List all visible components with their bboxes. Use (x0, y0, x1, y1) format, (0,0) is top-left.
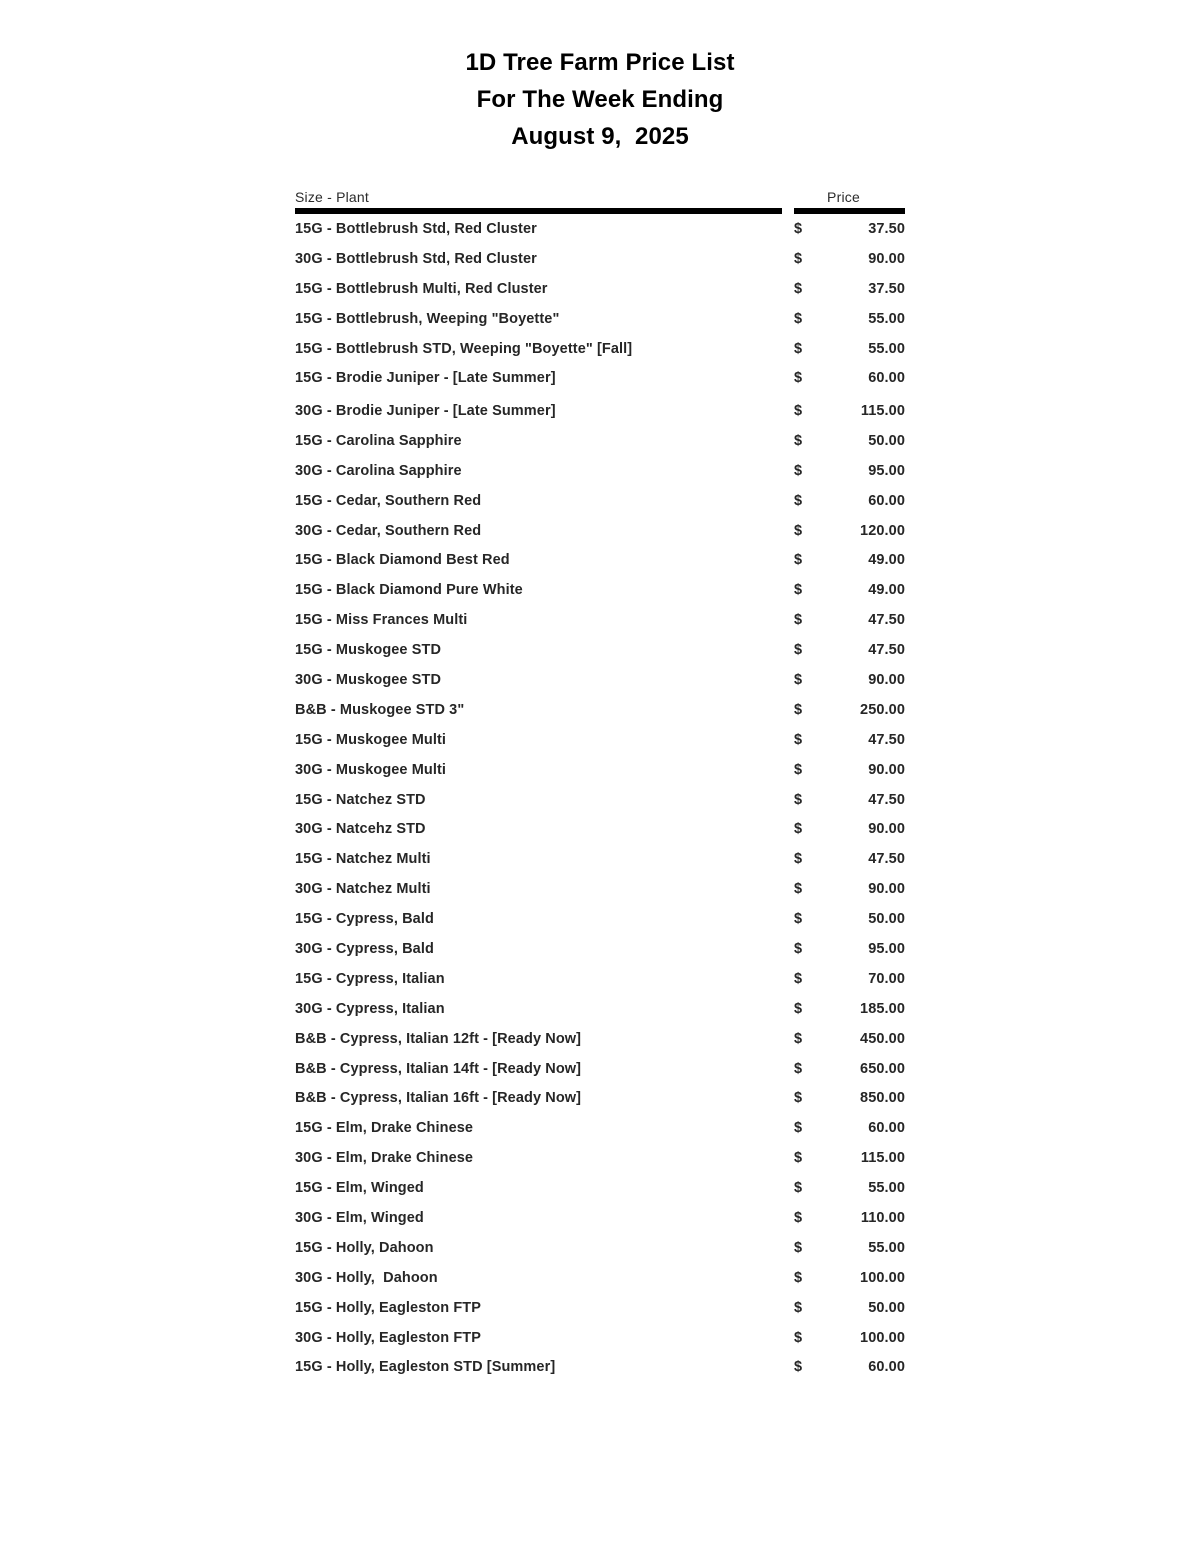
table-row (295, 493, 905, 523)
cell-plant: 30G - Cedar, Southern Red (295, 522, 482, 539)
table-row (295, 732, 905, 762)
table-row (295, 1300, 905, 1330)
table-row (295, 523, 905, 553)
table-row (295, 821, 905, 851)
cell-plant: 30G - Muskogee STD (295, 671, 442, 688)
cell-currency-symbol: $ (794, 1210, 803, 1226)
title-line-3: August 9, 2025 (511, 123, 689, 150)
cell-price: 90.00 (868, 671, 905, 688)
cell-plant: 30G - Cypress, Bald (295, 940, 434, 957)
cell-price: 850.00 (860, 1090, 905, 1107)
cell-price: 55.00 (868, 340, 905, 357)
cell-currency-symbol: $ (794, 970, 803, 987)
table-row (295, 221, 905, 251)
cell-plant: 30G - Carolina Sapphire (295, 462, 462, 479)
cell-currency-symbol: $ (794, 1150, 803, 1167)
cell-currency-symbol: $ (794, 221, 803, 237)
cell-plant: 15G - Cypress, Italian (295, 970, 445, 987)
table-row (295, 851, 905, 881)
table-row (295, 1090, 905, 1120)
table-row (295, 251, 905, 281)
column-header-plant: Size - Plant (295, 189, 369, 205)
cell-price: 37.50 (868, 221, 905, 237)
cell-currency-symbol: $ (794, 761, 803, 778)
cell-currency-symbol: $ (794, 462, 803, 479)
cell-plant: 15G - Black Diamond Best Red (295, 552, 510, 569)
table-row (295, 1150, 905, 1180)
cell-plant: 30G - Holly, Eagleston FTP (295, 1329, 482, 1346)
cell-plant: 15G - Natchez STD (295, 791, 426, 808)
cell-currency-symbol: $ (794, 492, 803, 509)
table-row (295, 1180, 905, 1210)
table-row (295, 403, 905, 433)
table-header-row (295, 183, 905, 205)
cell-currency-symbol: $ (794, 701, 803, 718)
cell-currency-symbol: $ (794, 612, 803, 629)
cell-currency-symbol: $ (794, 552, 803, 569)
cell-currency-symbol: $ (794, 1299, 803, 1316)
cell-currency-symbol: $ (794, 1239, 803, 1256)
cell-price: 60.00 (868, 492, 905, 509)
cell-currency-symbol: $ (794, 432, 803, 449)
cell-price: 450.00 (860, 1030, 905, 1047)
cell-price: 95.00 (868, 462, 905, 479)
table-row (295, 642, 905, 672)
cell-price: 55.00 (868, 1180, 905, 1197)
cell-plant: 15G - Brodie Juniper - [Late Summer] (295, 370, 556, 387)
cell-price: 49.00 (868, 552, 905, 569)
table-row (295, 281, 905, 311)
table-row (295, 1359, 905, 1389)
cell-currency-symbol: $ (794, 402, 803, 419)
cell-plant: 30G - Cypress, Italian (295, 1000, 445, 1017)
cell-currency-symbol: $ (794, 731, 803, 748)
table-row (295, 463, 905, 493)
table-row (295, 1210, 905, 1240)
cell-plant: 15G - Bottlebrush, Weeping "Boyette" (295, 310, 560, 327)
cell-currency-symbol: $ (794, 1180, 803, 1197)
cell-currency-symbol: $ (794, 1359, 803, 1376)
cell-plant: 15G - Black Diamond Pure White (295, 582, 523, 599)
cell-price: 47.50 (868, 731, 905, 748)
cell-currency-symbol: $ (794, 1000, 803, 1017)
cell-price: 110.00 (860, 1210, 905, 1226)
cell-plant: 15G - Natchez Multi (295, 851, 431, 868)
cell-plant: 15G - Holly, Dahoon (295, 1239, 434, 1256)
cell-currency-symbol: $ (794, 881, 803, 898)
table-row (295, 1270, 905, 1300)
table-row (295, 1240, 905, 1270)
title-line-1: 1D Tree Farm Price List (465, 49, 735, 76)
cell-price: 185.00 (860, 1000, 905, 1017)
table-body (295, 221, 905, 1389)
header-rule-plant (295, 208, 782, 214)
header-rule-price (794, 208, 905, 214)
cell-price: 90.00 (868, 761, 905, 778)
cell-price: 90.00 (868, 821, 905, 838)
column-header-price: Price (827, 189, 860, 205)
cell-price: 250.00 (860, 701, 905, 718)
document-title (0, 0, 1200, 155)
cell-price: 650.00 (860, 1060, 905, 1077)
cell-currency-symbol: $ (794, 791, 803, 808)
table-row (295, 341, 905, 371)
cell-price: 47.50 (868, 791, 905, 808)
cell-price: 49.00 (868, 582, 905, 599)
table-row (295, 1330, 905, 1360)
table-row (295, 582, 905, 612)
table-row (295, 911, 905, 941)
cell-plant: 15G - Holly, Eagleston STD [Summer] (295, 1359, 556, 1376)
table-row (295, 370, 905, 403)
cell-currency-symbol: $ (794, 522, 803, 539)
cell-currency-symbol: $ (794, 1090, 803, 1107)
cell-plant: B&B - Cypress, Italian 12ft - [Ready Now] (295, 1030, 582, 1047)
cell-price: 100.00 (860, 1329, 905, 1346)
cell-plant: 15G - Bottlebrush STD, Weeping "Boyette" [Fall] (295, 340, 633, 357)
cell-plant: 15G - Bottlebrush Std, Red Cluster (295, 221, 537, 237)
cell-price: 55.00 (868, 310, 905, 327)
cell-plant: 15G - Muskogee STD (295, 642, 442, 659)
header-rule-gap (782, 208, 794, 214)
cell-price: 120.00 (860, 522, 905, 539)
cell-price: 50.00 (868, 1299, 905, 1316)
table-row (295, 762, 905, 792)
table-row (295, 433, 905, 463)
cell-currency-symbol: $ (794, 1120, 803, 1137)
table-row (295, 1001, 905, 1031)
cell-currency-symbol: $ (794, 821, 803, 838)
table-row (295, 702, 905, 732)
cell-price: 60.00 (868, 1120, 905, 1137)
table-row (295, 881, 905, 911)
cell-plant: 30G - Natcehz STD (295, 821, 426, 838)
table-row (295, 672, 905, 702)
cell-price: 50.00 (868, 432, 905, 449)
table-row (295, 971, 905, 1001)
cell-currency-symbol: $ (794, 370, 803, 387)
table-row (295, 941, 905, 971)
cell-plant: B&B - Cypress, Italian 14ft - [Ready Now] (295, 1060, 582, 1077)
table-row (295, 1120, 905, 1150)
cell-plant: 15G - Elm, Winged (295, 1180, 424, 1197)
cell-currency-symbol: $ (794, 1329, 803, 1346)
cell-price: 115.00 (860, 402, 905, 419)
cell-price: 47.50 (868, 851, 905, 868)
cell-currency-symbol: $ (794, 340, 803, 357)
cell-plant: 30G - Muskogee Multi (295, 761, 447, 778)
cell-price: 60.00 (868, 370, 905, 387)
table-row (295, 552, 905, 582)
cell-price: 70.00 (868, 970, 905, 987)
cell-price: 115.00 (860, 1150, 905, 1167)
table-row (295, 792, 905, 822)
cell-price: 100.00 (860, 1269, 905, 1286)
cell-price: 95.00 (868, 940, 905, 957)
cell-price: 90.00 (868, 250, 905, 267)
cell-price: 55.00 (868, 1239, 905, 1256)
cell-plant: 15G - Muskogee Multi (295, 731, 447, 748)
cell-plant: 30G - Bottlebrush Std, Red Cluster (295, 250, 537, 267)
cell-plant: 15G - Bottlebrush Multi, Red Cluster (295, 280, 548, 297)
cell-currency-symbol: $ (794, 250, 803, 267)
cell-currency-symbol: $ (794, 940, 803, 957)
table-row (295, 311, 905, 341)
cell-currency-symbol: $ (794, 911, 803, 928)
cell-currency-symbol: $ (794, 310, 803, 327)
cell-price: 90.00 (868, 881, 905, 898)
cell-currency-symbol: $ (794, 671, 803, 688)
cell-currency-symbol: $ (794, 642, 803, 659)
price-table (295, 155, 905, 1389)
cell-plant: 30G - Brodie Juniper - [Late Summer] (295, 402, 556, 419)
cell-currency-symbol: $ (794, 280, 803, 297)
cell-currency-symbol: $ (794, 1060, 803, 1077)
cell-currency-symbol: $ (794, 1269, 803, 1286)
cell-price: 60.00 (868, 1359, 905, 1376)
cell-plant: 15G - Cedar, Southern Red (295, 492, 482, 509)
cell-plant: 30G - Elm, Drake Chinese (295, 1150, 474, 1167)
table-row (295, 1031, 905, 1061)
cell-plant: 15G - Cypress, Bald (295, 911, 434, 928)
cell-plant: 30G - Natchez Multi (295, 881, 431, 898)
cell-plant: B&B - Muskogee STD 3" (295, 701, 465, 718)
cell-price: 47.50 (868, 642, 905, 659)
title-line-2: For The Week Ending (476, 86, 724, 113)
cell-plant: 15G - Elm, Drake Chinese (295, 1120, 474, 1137)
cell-plant: 15G - Carolina Sapphire (295, 432, 462, 449)
cell-price: 37.50 (868, 280, 905, 297)
cell-plant: 15G - Holly, Eagleston FTP (295, 1299, 482, 1316)
cell-plant: B&B - Cypress, Italian 16ft - [Ready Now] (295, 1090, 582, 1107)
cell-plant: 30G - Holly, Dahoon (295, 1269, 438, 1286)
header-rule (295, 208, 905, 214)
cell-plant: 30G - Elm, Winged (295, 1210, 424, 1226)
table-row (295, 612, 905, 642)
cell-currency-symbol: $ (794, 582, 803, 599)
cell-price: 47.50 (868, 612, 905, 629)
cell-currency-symbol: $ (794, 851, 803, 868)
table-row (295, 1061, 905, 1091)
cell-currency-symbol: $ (794, 1030, 803, 1047)
cell-price: 50.00 (868, 911, 905, 928)
cell-plant: 15G - Miss Frances Multi (295, 612, 468, 629)
